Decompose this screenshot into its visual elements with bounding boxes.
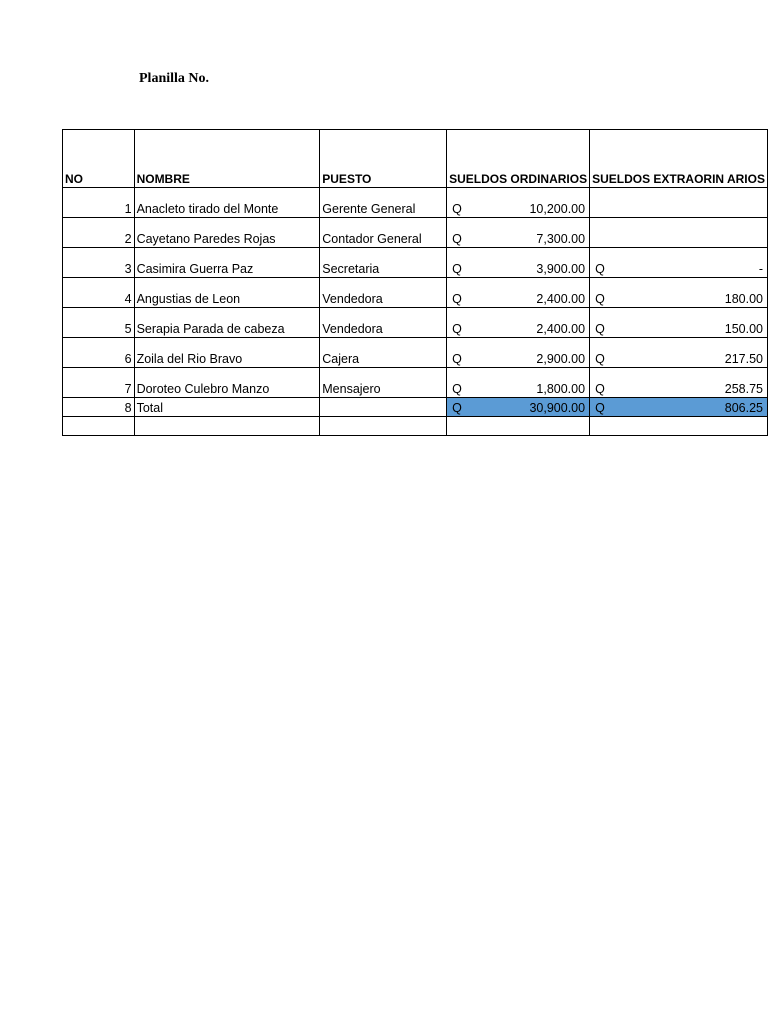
sueldo-extraordinario-cell <box>590 248 768 278</box>
row-number-cell: 5 <box>63 308 135 338</box>
currency-symbol: Q <box>452 322 462 336</box>
sueldo-extraordinario-cell <box>590 338 768 368</box>
total-row <box>63 398 768 417</box>
blank-cell <box>63 417 135 436</box>
row-number-cell: 4 <box>63 278 135 308</box>
total-ordinarios-amount: 30,900.00 <box>529 401 586 415</box>
row-number-cell: 1 <box>63 188 135 218</box>
sueldo-ordinario-amount: 1,800.00 <box>536 382 586 396</box>
currency-symbol: Q <box>452 202 462 216</box>
row-number-cell: 6 <box>63 338 135 368</box>
puesto-cell: Contador General <box>320 218 447 248</box>
sueldo-ordinario-amount: 10,200.00 <box>529 202 586 216</box>
header-sueldos-extraordinarios: SUELDOS EXTRAORIN ARIOS <box>590 130 768 188</box>
total-extraordinarios-amount: 806.25 <box>724 401 763 415</box>
header-sueldos-ordinarios: SUELDOS ORDINARIOS <box>447 130 590 188</box>
sueldo-ordinario-cell <box>447 338 590 368</box>
sueldo-ordinario-amount: 2,400.00 <box>536 292 586 306</box>
total-ordinarios-cell <box>447 398 590 417</box>
puesto-cell: Mensajero <box>320 368 447 398</box>
nombre-cell: Serapia Parada de cabeza <box>134 308 320 338</box>
sueldo-extraordinario-amount: 180.00 <box>724 292 763 306</box>
sueldo-ordinario-cell <box>447 308 590 338</box>
sueldo-ordinario-amount: 3,900.00 <box>536 262 586 276</box>
payroll-table <box>62 129 768 436</box>
sueldo-extraordinario-amount: 258.75 <box>724 382 763 396</box>
sueldo-ordinario-amount: 7,300.00 <box>536 232 586 246</box>
sueldo-extraordinario-cell <box>590 188 768 218</box>
nombre-cell: Zoila del Rio Bravo <box>134 338 320 368</box>
header-no: NO <box>63 130 135 188</box>
puesto-cell: Vendedora <box>320 308 447 338</box>
puesto-cell: Gerente General <box>320 188 447 218</box>
row-number-cell: 2 <box>63 218 135 248</box>
puesto-cell: Vendedora <box>320 278 447 308</box>
table-row <box>63 308 768 338</box>
nombre-cell: Anacleto tirado del Monte <box>134 188 320 218</box>
sueldo-ordinario-cell <box>447 248 590 278</box>
currency-symbol: Q <box>595 401 605 415</box>
header-row <box>63 130 768 188</box>
nombre-cell: Casimira Guerra Paz <box>134 248 320 278</box>
blank-cell <box>447 417 590 436</box>
currency-symbol: Q <box>595 322 605 336</box>
currency-symbol: Q <box>452 262 462 276</box>
table-row <box>63 278 768 308</box>
blank-row <box>63 417 768 436</box>
blank-cell <box>320 417 447 436</box>
puesto-cell: Secretaria <box>320 248 447 278</box>
total-puesto-cell <box>320 398 447 417</box>
nombre-cell: Angustias de Leon <box>134 278 320 308</box>
header-nombre: NOMBRE <box>134 130 320 188</box>
row-number-cell: 3 <box>63 248 135 278</box>
table-row <box>63 368 768 398</box>
currency-symbol: Q <box>595 382 605 396</box>
currency-symbol: Q <box>452 232 462 246</box>
sueldo-extraordinario-amount: 217.50 <box>724 352 763 366</box>
currency-symbol: Q <box>452 401 462 415</box>
sueldo-ordinario-amount: 2,900.00 <box>536 352 586 366</box>
currency-symbol: Q <box>595 262 605 276</box>
sueldo-extraordinario-cell <box>590 368 768 398</box>
currency-symbol: Q <box>595 352 605 366</box>
sueldo-ordinario-cell <box>447 218 590 248</box>
header-puesto: PUESTO <box>320 130 447 188</box>
currency-symbol: Q <box>595 292 605 306</box>
nombre-cell: Doroteo Culebro Manzo <box>134 368 320 398</box>
sueldo-extraordinario-cell <box>590 278 768 308</box>
currency-symbol: Q <box>452 292 462 306</box>
puesto-cell: Cajera <box>320 338 447 368</box>
currency-symbol: Q <box>452 382 462 396</box>
sueldo-extraordinario-amount: - <box>758 262 763 276</box>
sueldo-extraordinario-cell <box>590 218 768 248</box>
total-extraordinarios-cell <box>590 398 768 417</box>
currency-symbol: Q <box>452 352 462 366</box>
table-row <box>63 338 768 368</box>
sueldo-extraordinario-cell <box>590 308 768 338</box>
sueldo-extraordinario-amount: 150.00 <box>724 322 763 336</box>
blank-cell <box>590 417 768 436</box>
row-number-cell: 7 <box>63 368 135 398</box>
nombre-cell: Cayetano Paredes Rojas <box>134 218 320 248</box>
sueldo-ordinario-amount: 2,400.00 <box>536 322 586 336</box>
page-title: Planilla No. <box>139 71 210 86</box>
blank-cell <box>134 417 320 436</box>
table-body <box>63 188 768 398</box>
table-row <box>63 218 768 248</box>
sueldo-ordinario-cell <box>447 278 590 308</box>
table-row <box>63 188 768 218</box>
total-label-cell: Total <box>134 398 320 417</box>
table-row <box>63 248 768 278</box>
total-no-cell: 8 <box>63 398 135 417</box>
sueldo-ordinario-cell <box>447 368 590 398</box>
sueldo-ordinario-cell <box>447 188 590 218</box>
